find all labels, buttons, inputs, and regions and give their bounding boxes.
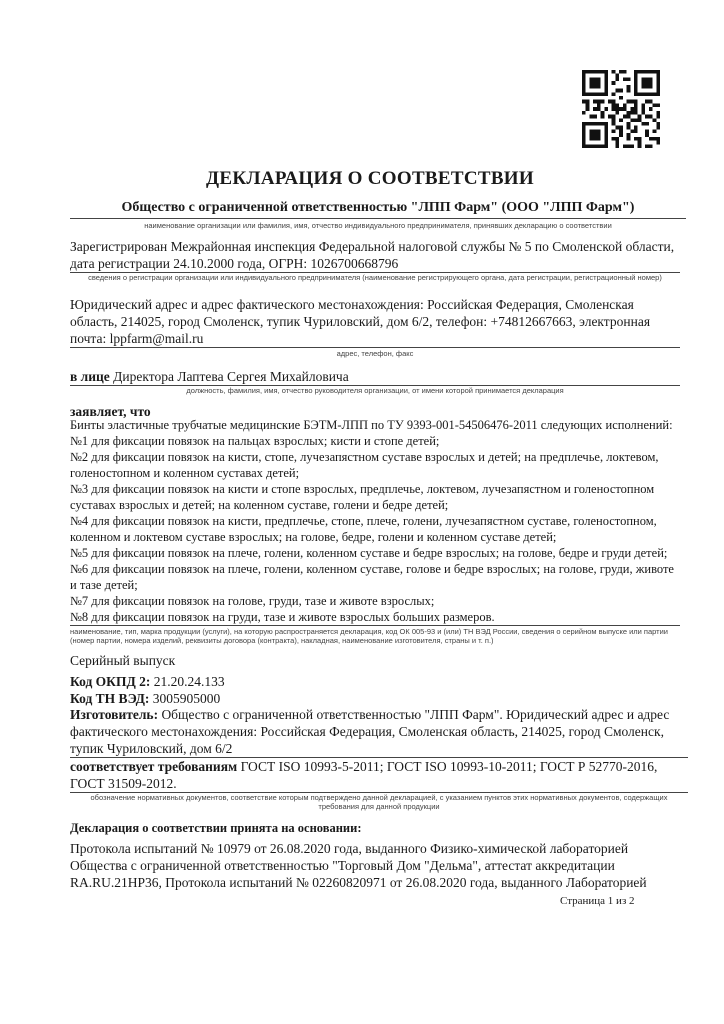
product-intro: Бинты эластичные трубчатые медицинские БЭТМ-ЛПП по ТУ 9393-001-54506476-2011 следующих исполнений: [70, 418, 673, 432]
person-row [70, 368, 680, 386]
basis-text: Протокола испытаний № 10979 от 26.08.2020 года, выданного Физико-химической лабораторией Общества с ограниченной ответственностью "Торговый Дом "Дельма", аттестат аккредитации RA.RU.21НР36, Протокола испытаний № 02260820971 от 26.08.2020 года, выданного Лабораторией [70, 841, 647, 890]
tnved-label: Код ТН ВЭД: [70, 691, 150, 706]
organization-name: Общество с ограниченной ответственностью "ЛПП Фарм" (ООО "ЛПП Фарм") [70, 200, 686, 219]
caption-address: адрес, телефон, факс [336, 349, 414, 358]
caption-organization: наименование организации или фамилия, имя, отчество индивидуального предпринимателя, принявших декларацию о соответствии [144, 221, 612, 230]
okpd-value: 21.20.24.133 [153, 674, 225, 689]
registration-info: Зарегистрирован Межрайонная инспекция Федеральной налоговой службы № 5 по Смоленской области, дата регистрации 24.10.2000 года, ОГРН: 1026700668796 [70, 238, 680, 273]
person-prefix: в лице [70, 369, 110, 384]
product-item: №3 для фиксации повязок на кисти и стопе взрослых, предплечье, локтевом, лучезапястном и голеностопном суставах взрослых и детей; на коленном суставе, голени и бедре детей; [70, 482, 655, 512]
product-item: №1 для фиксации повязок на пальцах взрослых; кисти и стопе детей; [70, 434, 440, 448]
okpd-label: Код ОКПД 2: [70, 674, 151, 689]
manufacturer-block [70, 706, 688, 758]
caption-registration: сведения о регистрации организации или индивидуального предпринимателя (наименование регистрирующего органа, дата регистрации, регистрационный номер) [88, 273, 662, 282]
conformity-block [70, 758, 688, 793]
product-description [70, 417, 680, 626]
conforms-label: соответствует требованиям [70, 759, 238, 774]
declares-label: заявляет, что [70, 404, 151, 419]
caption-person: должность, фамилия, имя, отчество руководителя организации, от имени которой принимается декларация [186, 386, 564, 395]
product-item: №4 для фиксации повязок на кисти, предплечье, стопе, плече, голени, лучезапястном суставе, голеностопном, коленном и локтевом суставе взрослых; на голове, бедре, голени и коленном суставе детей; [70, 514, 657, 544]
document-title: ДЕКЛАРАЦИЯ О СООТВЕТСТВИИ [206, 168, 534, 189]
product-item: №5 для фиксации повязок на плече, голени, коленном суставе и бедре взрослых; на голове, бедре и груди детей; [70, 546, 668, 560]
manufacturer-label: Изготовитель: [70, 707, 159, 722]
tnved-value: 3005905000 [152, 691, 221, 706]
caption-conforms: обозначение нормативных документов, соответствие которым подтверждено данной декларацией, с указанием пунктов этих нормативных документов, содержащих требования для данной продукции [90, 793, 668, 811]
address-info: Юридический адрес и адрес фактического местонахождения: Российская Федерация, Смоленская область, 214025, город Смоленск, тупик Чуриловский, дом 6/2, телефон: +74812667663, электронная почта: lppfarm@mail.ru [70, 296, 680, 348]
product-item: №8 для фиксации повязок на груди, тазе и животе взрослых больших размеров. [70, 609, 680, 626]
person-name: Директора Лаптева Сергея Михайловича [113, 369, 349, 384]
okpd-row [70, 673, 225, 690]
product-item: №7 для фиксации повязок на голове, груди, тазе и животе взрослых; [70, 594, 435, 608]
caption-product: наименование, тип, марка продукции (услуги), на которую распространяется декларация, код ОК 005-93 и (или) ТН ВЭД России, сведения о серийном выпуске или партии (номер партии, номера изделий, реквизиты договора (контракта), накладная, наименование изготовителя, страны и т. п.) [70, 627, 668, 645]
manufacturer-text: Общество с ограниченной ответственностью "ЛПП Фарм". Юридический адрес и адрес фактического местонахождения: Российская Федерация, Смоленская область, 214025, город Смоленск, тупик Чуриловский, дом 6/2 [70, 707, 670, 756]
product-item: №2 для фиксации повязок на кисти, стопе, лучезапястном суставе взрослых и детей; на предплечье, локтевом, голеностопном и коленном суставах детей; [70, 450, 659, 480]
serial-release: Серийный выпуск [70, 653, 176, 668]
product-item: №6 для фиксации повязок на плече, голени, коленном суставе, голове и бедре взрослых; на голове, груди, животе и тазе детей; [70, 562, 674, 592]
basis-label: Декларация о соответствии принята на основании: [70, 821, 362, 835]
page-number: Страница 1 из 2 [560, 895, 635, 907]
qr-code-icon [582, 70, 660, 148]
tnved-row [70, 690, 220, 707]
conforms-text: ГОСТ ISO 10993-5-2011; ГОСТ ISO 10993-10-2011; ГОСТ Р 52770-2016, ГОСТ 31509-2012. [70, 759, 658, 791]
